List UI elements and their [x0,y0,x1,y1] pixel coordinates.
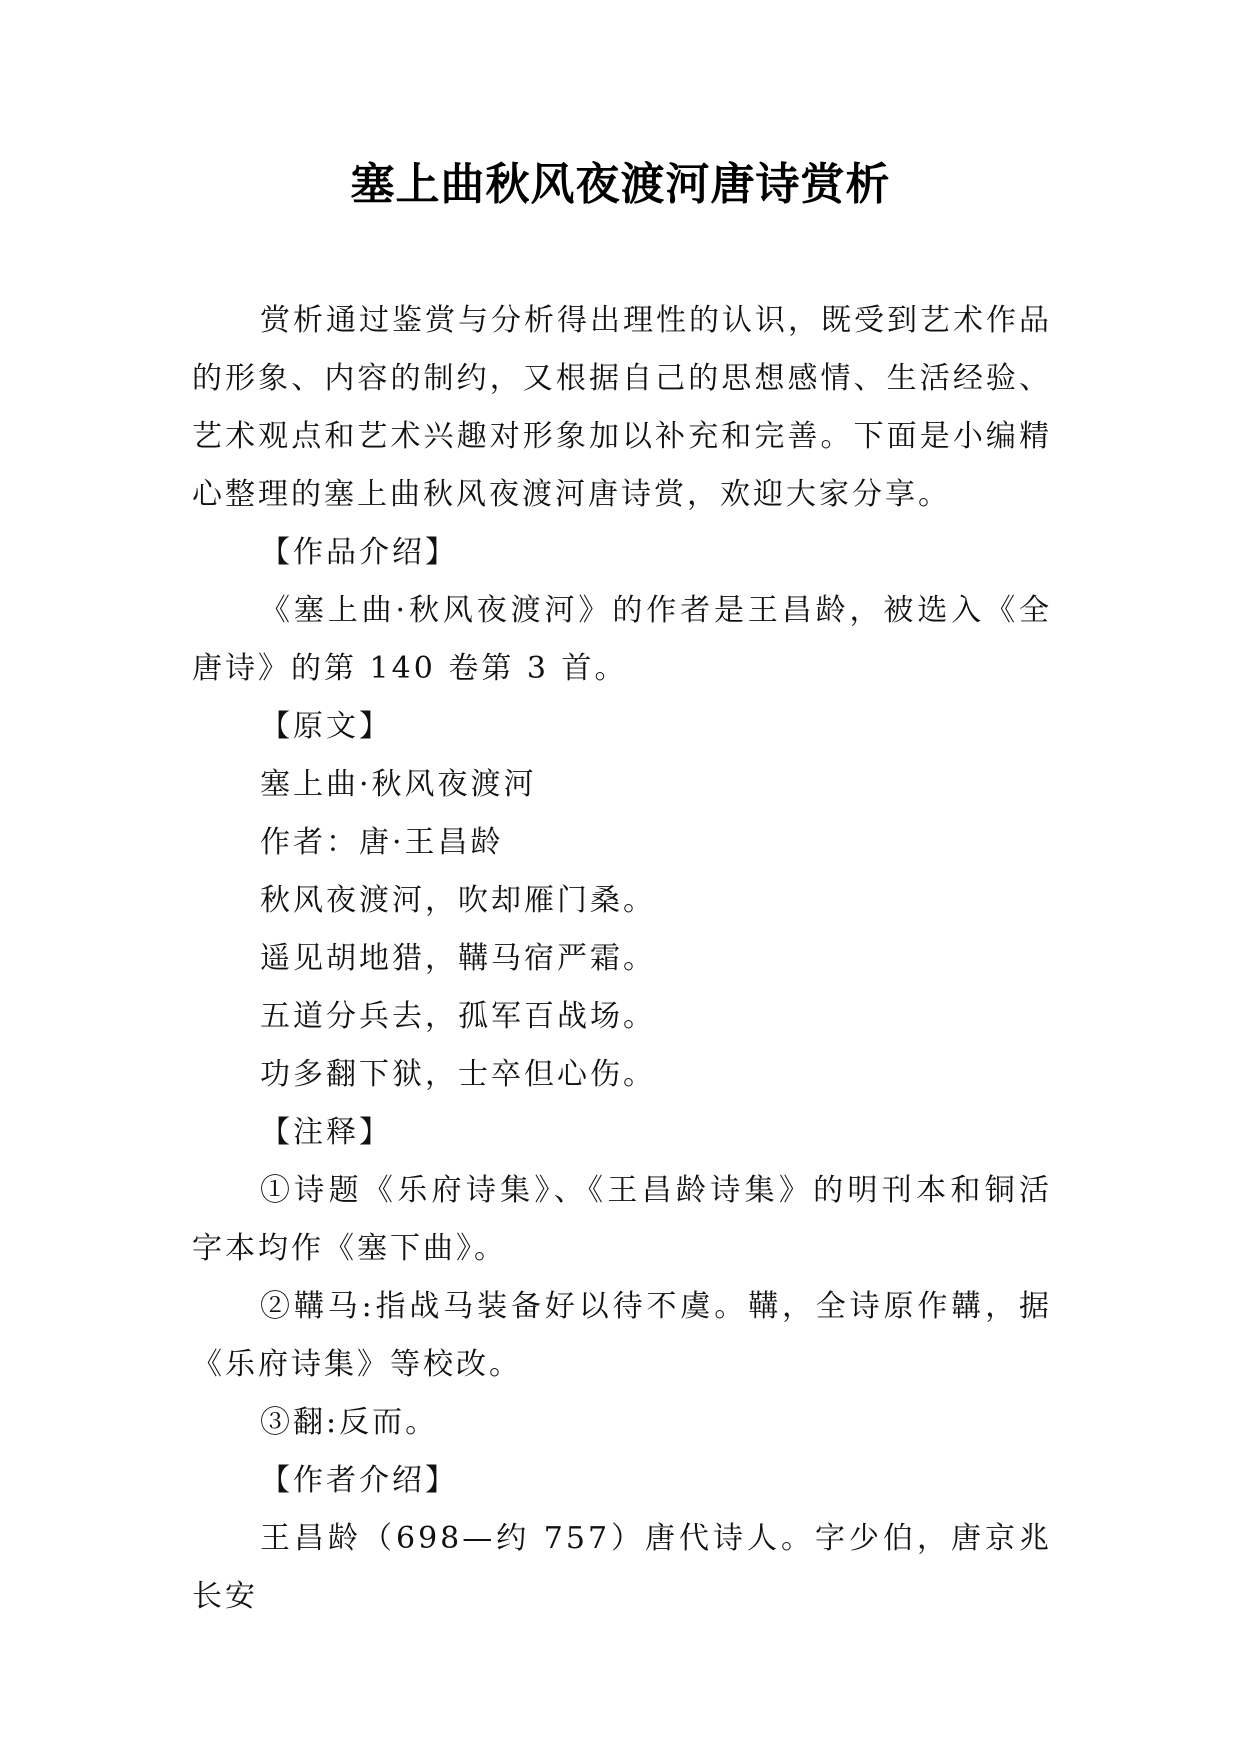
poem-line: 秋风夜渡河，吹却雁门桑。 [260,883,656,918]
author-intro-paragraph: 王昌龄（698—约 757）唐代诗人。字少伯，唐京兆长安 [192,1521,1052,1614]
poem-line: 功多翻下狱，士卒但心伤。 [260,1057,656,1092]
note-item: ①诗题《乐府诗集》、《王昌龄诗集》的明刊本和铜活字本均作《塞下曲》。 [192,1173,1052,1266]
document-title: 塞上曲秋风夜渡河唐诗赏析 [350,159,891,210]
poem-line: 五道分兵去，孤军百战场。 [260,999,656,1034]
intro-paragraph: 赏析通过鉴赏与分析得出理性的认识，既受到艺术作品的形象、内容的制约，又根据自己的思想感情、生活经验、艺术观点和艺术兴趣对形象加以补充和完善。下面是小编精心整理的塞上曲秋风夜渡河唐诗赏，欢迎大家分享。 [192,303,1052,512]
section-heading-original-text: 【原文】 [260,709,392,744]
work-intro-paragraph: 《塞上曲·秋风夜渡河》的作者是王昌龄，被选入《全唐诗》的第 140 卷第 3 首。 [192,593,1052,686]
section-heading-work-intro: 【作品介绍】 [260,535,458,570]
section-heading-author-intro: 【作者介绍】 [260,1463,458,1498]
note-item: ③翻:反而。 [260,1405,439,1440]
poem-line: 遥见胡地猎，鞲马宿严霜。 [260,941,656,976]
section-heading-notes: 【注释】 [260,1115,392,1150]
poem-title: 塞上曲·秋风夜渡河 [260,767,537,802]
note-item: ②鞲马:指战马装备好以待不虞。鞲，全诗原作韝，据《乐府诗集》等校改。 [192,1289,1052,1382]
poem-author: 作者：唐·王昌龄 [260,825,504,860]
document-body [192,292,1052,1626]
